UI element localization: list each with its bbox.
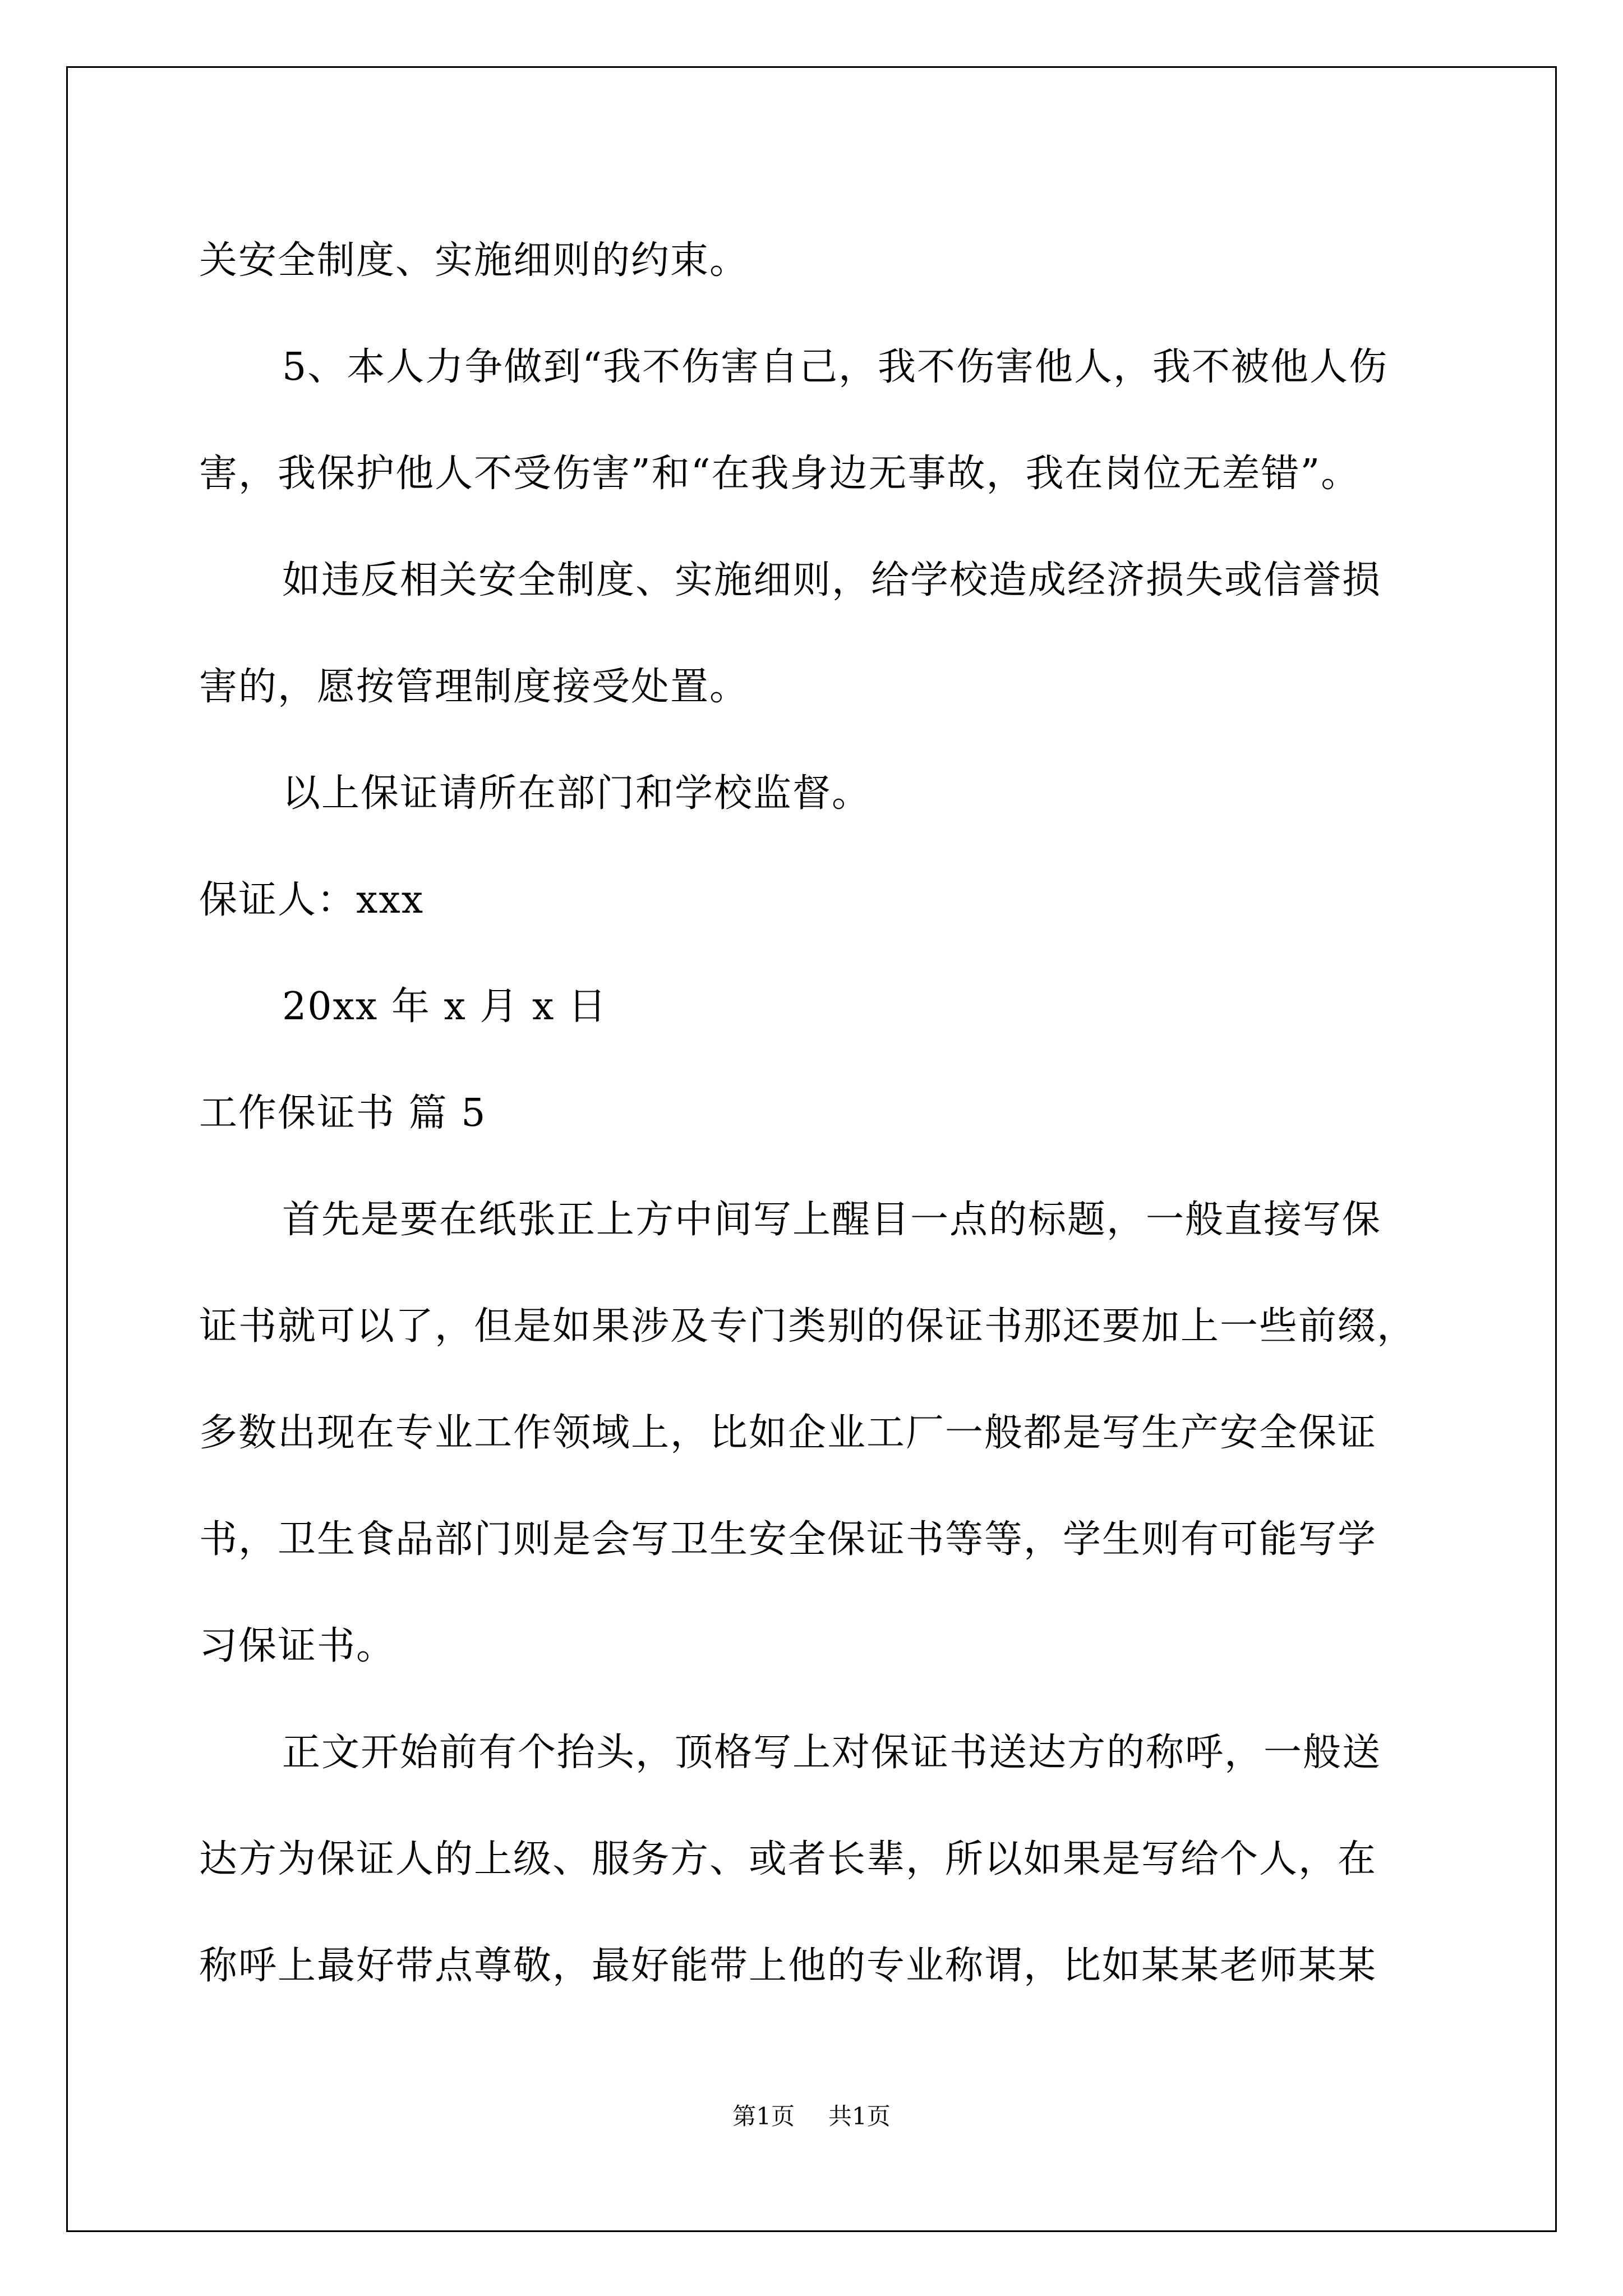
text-line: 首先是要在纸张正上方中间写上醒目一点的标题，一般直接写保 [282, 1198, 1382, 1242]
text-line: 害的，愿按管理制度接受处置。 [199, 665, 749, 709]
text-line: 证书就可以了，但是如果涉及专门类别的保证书那还要加上一些前缀， [199, 1304, 1417, 1349]
text-line: 正文开始前有个抬头，顶格写上对保证书送达方的称呼，一般送 [282, 1731, 1382, 1775]
document-body [199, 208, 1433, 2019]
page-total: 共1页 [828, 2102, 891, 2130]
text-line: 书，卫生食品部门则是会写卫生安全保证书等等，学生则有可能写学 [199, 1517, 1377, 1562]
text-line: 5、本人力争做到“我不伤害自己，我不伤害他人，我不被他人伤 [282, 345, 1389, 389]
text-line: 多数出现在专业工作领域上，比如企业工厂一般都是写生产安全保证 [199, 1411, 1377, 1455]
page-footer [0, 2098, 1623, 2132]
text-line: 达方为保证人的上级、服务方、或者长辈，所以如果是写给个人，在 [199, 1837, 1377, 1881]
text-line: 习保证书。 [199, 1624, 396, 1668]
text-line: 如违反相关安全制度、实施细则，给学校造成经济损失或信誉损 [282, 558, 1382, 602]
text-line: 害，我保护他人不受伤害”和“在我身边无事故，我在岗位无差错”。 [199, 452, 1361, 496]
text-line: 以上保证请所在部门和学校监督。 [282, 771, 872, 816]
date-line: 20xx 年 x 月 x 日 [282, 984, 608, 1029]
text-line: 关安全制度、实施细则的约束。 [199, 238, 749, 283]
text-line: 称呼上最好带点尊敬，最好能带上他的专业称谓，比如某某老师某某 [199, 1944, 1377, 1988]
section-heading: 工作保证书 篇 5 [199, 1091, 487, 1135]
guarantor-line: 保证人：xxx [199, 878, 425, 922]
page-number: 第1页 [732, 2102, 795, 2130]
